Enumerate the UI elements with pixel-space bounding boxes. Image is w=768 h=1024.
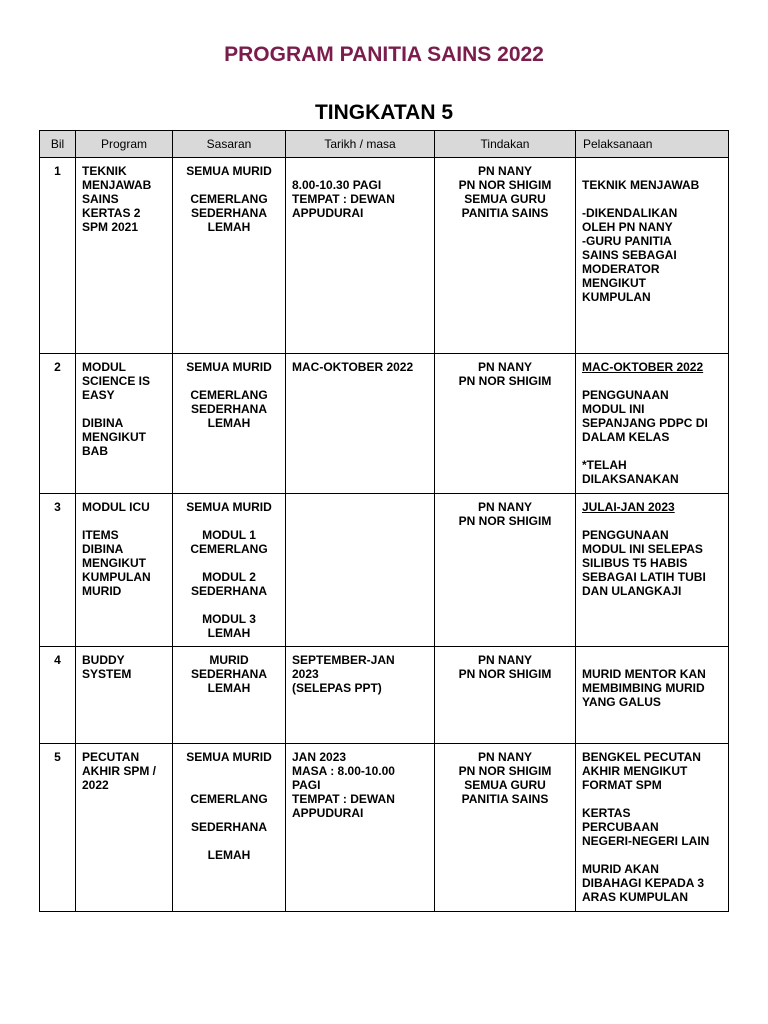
cell-line	[582, 374, 722, 388]
cell-tarikh	[286, 647, 435, 744]
cell-line: PAGI	[292, 778, 321, 792]
cell-line	[582, 164, 722, 178]
cell-line	[582, 848, 722, 862]
cell-line	[179, 764, 279, 778]
cell-line: SEDERHANA	[190, 820, 267, 834]
cell-line: -DIKENDALIKAN	[582, 206, 678, 220]
cell-line: PANITIA SAINS	[461, 792, 549, 806]
program-table	[39, 130, 729, 912]
cell-line: JAN 2023	[292, 750, 347, 764]
header-program: Program	[76, 131, 173, 158]
cell-line: SAINS	[82, 192, 119, 206]
cell-line: CEMERLANG	[190, 192, 268, 206]
cell-line	[179, 374, 279, 388]
cell-line: 2022	[82, 778, 109, 792]
cell-line: MODUL 1	[202, 528, 256, 542]
cell-line	[582, 514, 722, 528]
cell-line: KUMPULAN	[82, 570, 151, 584]
cell-line: SEDERHANA	[190, 667, 267, 681]
cell-line: SEMUA MURID	[186, 750, 272, 764]
cell-tarikh	[286, 354, 435, 494]
cell-line: YANG GALUS	[582, 695, 661, 709]
cell-tindakan	[435, 354, 576, 494]
cell-line: PN NOR SHIGIM	[458, 667, 552, 681]
cell-line	[292, 164, 428, 178]
cell-line: SEMUA GURU	[464, 778, 546, 792]
cell-line: SEBAGAI LATIH TUBI	[582, 570, 706, 584]
cell-tindakan	[435, 744, 576, 912]
cell-line	[582, 444, 722, 458]
cell-tindakan	[435, 494, 576, 647]
cell-line: SEMUA MURID	[186, 500, 272, 514]
cell-pelaksanaan	[576, 158, 729, 354]
cell-line: MURID	[82, 584, 122, 598]
cell-line: *TELAH	[582, 458, 627, 472]
cell-line	[179, 598, 279, 612]
cell-line: KUMPULAN	[582, 290, 651, 304]
cell-line: ITEMS	[82, 528, 119, 542]
cell-line: PN NANY	[477, 360, 532, 374]
cell-tarikh	[286, 158, 435, 354]
cell-line: SPM 2021	[82, 220, 139, 234]
cell-line: MAC-OKTOBER 2022	[292, 360, 414, 374]
table-row	[40, 744, 729, 912]
cell-line: LEMAH	[207, 848, 251, 862]
cell-line: SEPTEMBER-JAN	[292, 653, 395, 667]
cell-program	[76, 647, 173, 744]
cell-line	[582, 653, 722, 667]
cell-line: MODUL INI SELEPAS	[582, 542, 703, 556]
cell-line: MODUL 2	[202, 570, 256, 584]
cell-line	[179, 834, 279, 848]
cell-line: AKHIR MENGIKUT	[582, 764, 688, 778]
cell-line: 2023	[292, 667, 319, 681]
cell-sasaran	[173, 158, 286, 354]
cell-line: (SELEPAS PPT)	[292, 681, 382, 695]
cell-line: MODUL	[82, 360, 126, 374]
cell-line: PANITIA SAINS	[461, 206, 549, 220]
cell-line: SEDERHANA	[190, 206, 267, 220]
cell-line: NEGERI-NEGERI LAIN	[582, 834, 710, 848]
cell-line: DIBINA	[82, 542, 124, 556]
cell-line: BUDDY	[82, 653, 125, 667]
cell-line: MURID AKAN	[582, 862, 659, 876]
table-header-row	[40, 131, 729, 158]
cell-line: KERTAS	[582, 806, 631, 820]
cell-line: CEMERLANG	[190, 542, 268, 556]
cell-bil: 4	[40, 647, 76, 744]
cell-sasaran	[173, 744, 286, 912]
cell-line: MEMBIMBING MURID	[582, 681, 705, 695]
cell-line	[179, 514, 279, 528]
table-row	[40, 494, 729, 647]
cell-line: APPUDURAI	[292, 806, 364, 820]
cell-line	[82, 514, 166, 528]
cell-program	[76, 158, 173, 354]
cell-line: PENGGUNAAN	[582, 388, 669, 402]
header-pelaksanaan: Pelaksanaan	[576, 131, 729, 158]
cell-line: -GURU PANITIA	[582, 234, 672, 248]
cell-line: PN NANY	[477, 164, 532, 178]
cell-line	[179, 778, 279, 792]
cell-bil: 3	[40, 494, 76, 647]
cell-line: SEMUA GURU	[464, 192, 546, 206]
cell-line: DAN ULANGKAJI	[582, 584, 682, 598]
cell-line: MURID	[209, 653, 249, 667]
table-row	[40, 158, 729, 354]
table-row	[40, 354, 729, 494]
cell-line: SILIBUS T5 HABIS	[582, 556, 688, 570]
cell-pelaksanaan	[576, 494, 729, 647]
cell-program	[76, 494, 173, 647]
cell-line: AKHIR SPM /	[82, 764, 157, 778]
cell-line	[179, 806, 279, 820]
cell-line: 8.00-10.30 PAGI	[292, 178, 382, 192]
cell-tindakan	[435, 647, 576, 744]
cell-tarikh	[286, 744, 435, 912]
cell-line: TEMPAT : DEWAN	[292, 792, 395, 806]
cell-program	[76, 354, 173, 494]
cell-line: BAB	[82, 444, 108, 458]
cell-line: BENGKEL PECUTAN	[582, 750, 701, 764]
cell-pelaksanaan	[576, 354, 729, 494]
cell-line	[582, 792, 722, 806]
cell-line: DILAKSANAKAN	[582, 472, 679, 486]
header-sasaran: Sasaran	[173, 131, 286, 158]
cell-line: PN NANY	[477, 750, 532, 764]
cell-line: TEKNIK	[82, 164, 127, 178]
cell-line	[582, 192, 722, 206]
cell-line: ARAS KUMPULAN	[582, 890, 688, 904]
cell-line: PERCUBAAN	[582, 820, 659, 834]
cell-line: MAC-OKTOBER 2022	[582, 360, 704, 374]
cell-line: MASA : 8.00-10.00	[292, 764, 395, 778]
cell-line: SEDERHANA	[190, 402, 267, 416]
cell-pelaksanaan	[576, 647, 729, 744]
cell-bil: 5	[40, 744, 76, 912]
cell-line: CEMERLANG	[190, 792, 268, 806]
cell-line: PN NOR SHIGIM	[458, 514, 552, 528]
cell-line: SCIENCE IS	[82, 374, 151, 388]
cell-line: PENGGUNAAN	[582, 528, 669, 542]
cell-tindakan	[435, 158, 576, 354]
cell-line: SYSTEM	[82, 667, 132, 681]
cell-line	[82, 402, 166, 416]
cell-line: TEMPAT : DEWAN	[292, 192, 395, 206]
cell-line: LEMAH	[207, 626, 251, 640]
cell-line: SEMUA MURID	[186, 360, 272, 374]
cell-line: SEMUA MURID	[186, 164, 272, 178]
cell-line: EASY	[82, 388, 115, 402]
cell-line: SEDERHANA	[190, 584, 267, 598]
cell-line: MODUL INI	[582, 402, 645, 416]
cell-line: SEPANJANG PDPC DI	[582, 416, 708, 430]
cell-line: MENGIKUT	[82, 556, 146, 570]
cell-line: MURID MENTOR KAN	[582, 667, 706, 681]
cell-program	[76, 744, 173, 912]
cell-sasaran	[173, 354, 286, 494]
cell-line: MODUL 3	[202, 612, 256, 626]
cell-line: LEMAH	[207, 681, 251, 695]
cell-bil: 1	[40, 158, 76, 354]
cell-bil: 2	[40, 354, 76, 494]
cell-line: PN NOR SHIGIM	[458, 374, 552, 388]
cell-line: TEKNIK MENJAWAB	[582, 178, 700, 192]
cell-line: PN NANY	[477, 653, 532, 667]
cell-line: DALAM KELAS	[582, 430, 670, 444]
cell-line: PECUTAN	[82, 750, 140, 764]
header-tarikh: Tarikh / masa	[286, 131, 435, 158]
cell-line: PN NANY	[477, 500, 532, 514]
cell-line: MODUL ICU	[82, 500, 150, 514]
cell-line	[179, 556, 279, 570]
cell-sasaran	[173, 647, 286, 744]
cell-line: MODERATOR	[582, 262, 660, 276]
cell-tarikh	[286, 494, 435, 647]
document-subtitle: TINGKATAN 5	[314, 101, 454, 124]
cell-line	[179, 178, 279, 192]
cell-line: PN NOR SHIGIM	[458, 178, 552, 192]
cell-sasaran	[173, 494, 286, 647]
table-row	[40, 647, 729, 744]
cell-pelaksanaan	[576, 744, 729, 912]
cell-line: MENGIKUT	[82, 430, 146, 444]
cell-line: DIBAHAGI KEPADA 3	[582, 876, 705, 890]
cell-line: APPUDURAI	[292, 206, 364, 220]
header-bil: Bil	[40, 131, 76, 158]
cell-line: FORMAT SPM	[582, 778, 662, 792]
cell-line: LEMAH	[207, 416, 251, 430]
cell-line: MENJAWAB	[82, 178, 152, 192]
cell-line: MENGIKUT	[582, 276, 646, 290]
cell-line: LEMAH	[207, 220, 251, 234]
cell-line: DIBINA	[82, 416, 124, 430]
cell-line: KERTAS 2	[82, 206, 141, 220]
cell-line: CEMERLANG	[190, 388, 268, 402]
document-title: PROGRAM PANITIA SAINS 2022	[224, 43, 544, 66]
cell-line: JULAI-JAN 2023	[582, 500, 675, 514]
header-tindakan: Tindakan	[435, 131, 576, 158]
cell-line: PN NOR SHIGIM	[458, 764, 552, 778]
cell-line: OLEH PN NANY	[582, 220, 673, 234]
cell-line: SAINS SEBAGAI	[582, 248, 677, 262]
